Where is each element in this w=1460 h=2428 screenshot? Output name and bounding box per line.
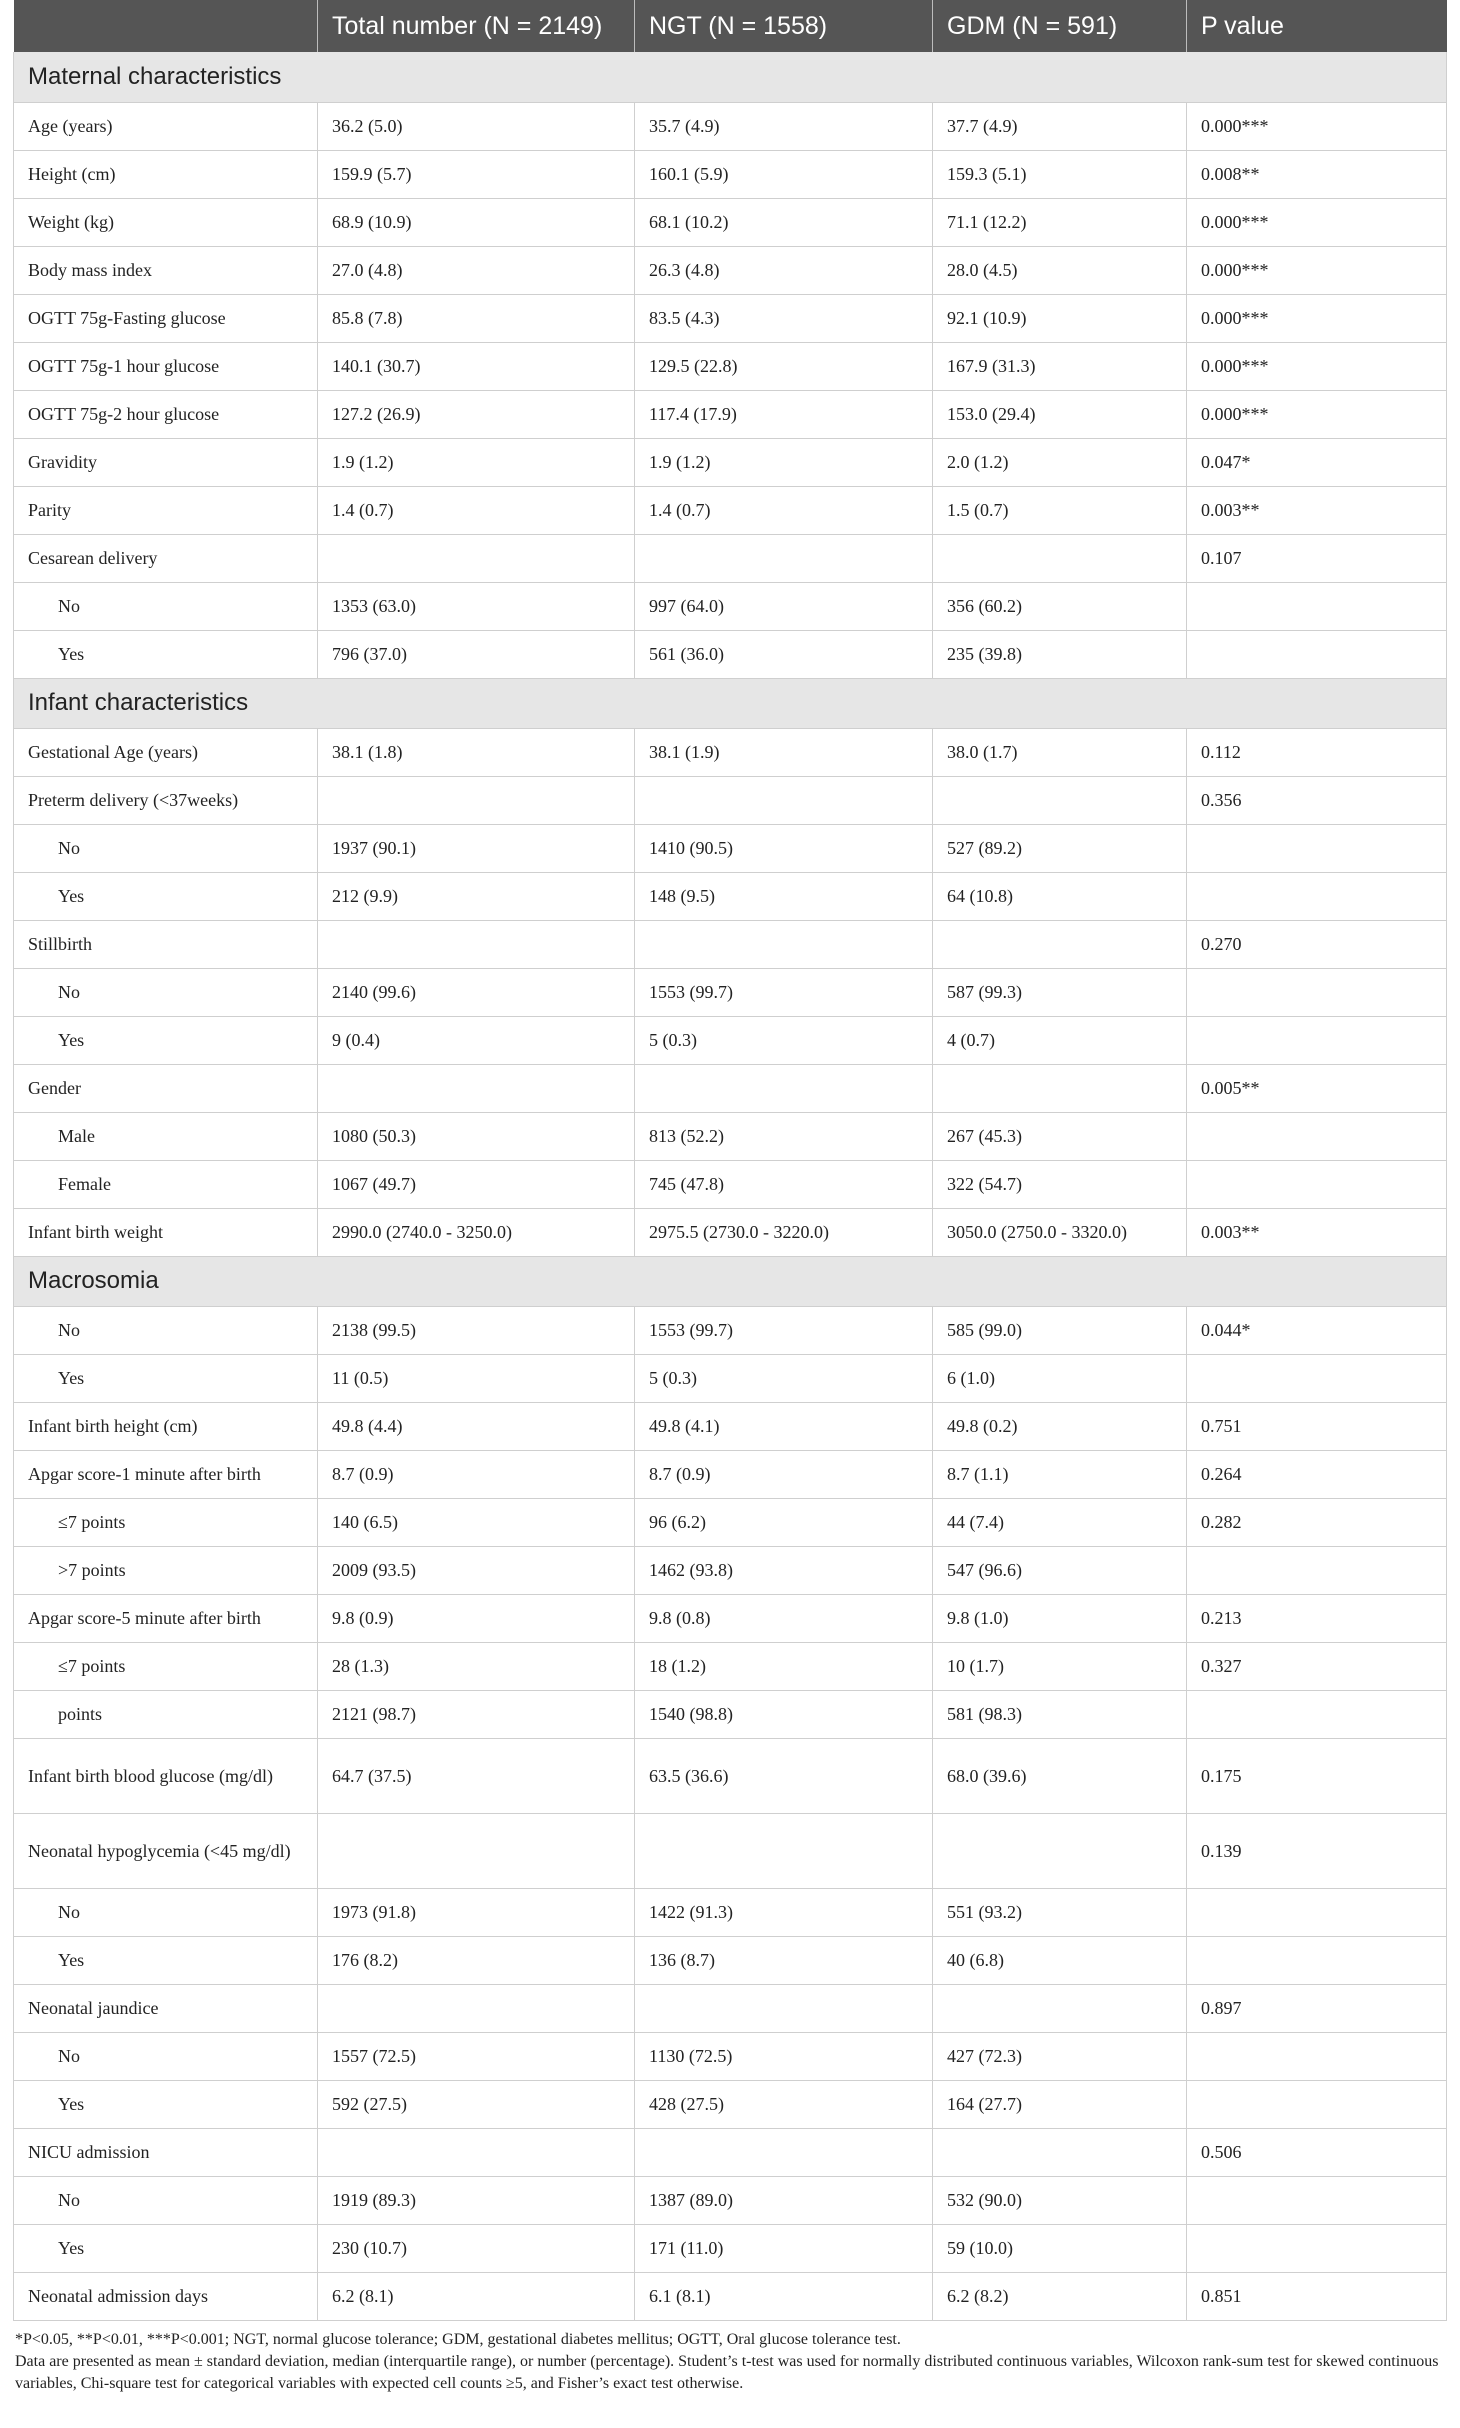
table-row [14, 872, 1447, 920]
variable-cell: Gravidity [14, 438, 318, 486]
total-cell [318, 2128, 635, 2176]
gdm-cell: 235 (39.8) [933, 630, 1187, 678]
variable-cell: Yes [14, 1936, 318, 1984]
gdm-cell: 9.8 (1.0) [933, 1594, 1187, 1642]
variable-cell: Height (cm) [14, 150, 318, 198]
gdm-cell: 356 (60.2) [933, 582, 1187, 630]
table-row [14, 2032, 1447, 2080]
gdm-cell: 322 (54.7) [933, 1160, 1187, 1208]
total-cell: 38.1 (1.8) [318, 728, 635, 776]
variable-cell: NICU admission [14, 2128, 318, 2176]
ngt-cell: 6.1 (8.1) [635, 2272, 933, 2320]
gdm-cell: 551 (93.2) [933, 1888, 1187, 1936]
p-value-cell: 0.139 [1187, 1813, 1447, 1888]
p-value-cell: 0.003** [1187, 1208, 1447, 1256]
total-cell: 159.9 (5.7) [318, 150, 635, 198]
gdm-cell: 585 (99.0) [933, 1306, 1187, 1354]
total-cell: 2990.0 (2740.0 - 3250.0) [318, 1208, 635, 1256]
ngt-cell [635, 920, 933, 968]
table-row [14, 1064, 1447, 1112]
total-cell: 1.9 (1.2) [318, 438, 635, 486]
gdm-cell: 1.5 (0.7) [933, 486, 1187, 534]
variable-cell: Stillbirth [14, 920, 318, 968]
p-value-cell: 0.044* [1187, 1306, 1447, 1354]
gdm-cell: 68.0 (39.6) [933, 1738, 1187, 1813]
variable-cell: No [14, 2032, 318, 2080]
table-row [14, 486, 1447, 534]
p-value-cell: 0.264 [1187, 1450, 1447, 1498]
variable-cell: Age (years) [14, 102, 318, 150]
ngt-cell: 83.5 (4.3) [635, 294, 933, 342]
p-value-cell [1187, 582, 1447, 630]
total-cell: 212 (9.9) [318, 872, 635, 920]
ngt-cell: 117.4 (17.9) [635, 390, 933, 438]
section-header-row [14, 52, 1447, 102]
p-value-cell [1187, 968, 1447, 1016]
p-value-cell: 0.005** [1187, 1064, 1447, 1112]
variable-cell: OGTT 75g-1 hour glucose [14, 342, 318, 390]
ngt-cell: 8.7 (0.9) [635, 1450, 933, 1498]
gdm-cell: 6 (1.0) [933, 1354, 1187, 1402]
total-cell [318, 1064, 635, 1112]
variable-cell: Weight (kg) [14, 198, 318, 246]
gdm-cell: 547 (96.6) [933, 1546, 1187, 1594]
variable-cell: Neonatal hypoglycemia (<45 mg/dl) [14, 1813, 318, 1888]
table-row [14, 150, 1447, 198]
gdm-cell: 427 (72.3) [933, 2032, 1187, 2080]
variable-cell: Body mass index [14, 246, 318, 294]
ngt-cell: 997 (64.0) [635, 582, 933, 630]
header-cell-total: Total number (N = 2149) [318, 0, 635, 52]
table-row [14, 968, 1447, 1016]
p-value-cell [1187, 2032, 1447, 2080]
variable-cell: No [14, 968, 318, 1016]
gdm-cell [933, 2128, 1187, 2176]
variable-cell: Yes [14, 872, 318, 920]
variable-cell: No [14, 2176, 318, 2224]
table-row [14, 920, 1447, 968]
ngt-cell: 1462 (93.8) [635, 1546, 933, 1594]
ngt-cell [635, 1064, 933, 1112]
gdm-cell: 40 (6.8) [933, 1936, 1187, 1984]
table-row [14, 1936, 1447, 1984]
p-value-cell: 0.000*** [1187, 198, 1447, 246]
ngt-cell: 171 (11.0) [635, 2224, 933, 2272]
table-row [14, 1813, 1447, 1888]
section-label: Infant characteristics [14, 678, 1447, 728]
total-cell: 9 (0.4) [318, 1016, 635, 1064]
variable-cell: No [14, 582, 318, 630]
table-row [14, 390, 1447, 438]
total-cell: 1973 (91.8) [318, 1888, 635, 1936]
p-value-cell: 0.282 [1187, 1498, 1447, 1546]
gdm-cell: 532 (90.0) [933, 2176, 1187, 2224]
ngt-cell: 35.7 (4.9) [635, 102, 933, 150]
table-row [14, 630, 1447, 678]
ngt-cell: 63.5 (36.6) [635, 1738, 933, 1813]
p-value-cell [1187, 1016, 1447, 1064]
table-row [14, 776, 1447, 824]
total-cell [318, 1813, 635, 1888]
table-row [14, 1306, 1447, 1354]
total-cell: 592 (27.5) [318, 2080, 635, 2128]
p-value-cell [1187, 630, 1447, 678]
gdm-cell: 10 (1.7) [933, 1642, 1187, 1690]
total-cell: 2140 (99.6) [318, 968, 635, 1016]
table-row [14, 1546, 1447, 1594]
total-cell [318, 1984, 635, 2032]
p-value-cell: 0.047* [1187, 438, 1447, 486]
total-cell: 140 (6.5) [318, 1498, 635, 1546]
ngt-cell: 2975.5 (2730.0 - 3220.0) [635, 1208, 933, 1256]
ngt-cell: 1.4 (0.7) [635, 486, 933, 534]
p-value-cell: 0.000*** [1187, 390, 1447, 438]
gdm-cell: 44 (7.4) [933, 1498, 1187, 1546]
table-row [14, 342, 1447, 390]
table-row [14, 1888, 1447, 1936]
p-value-cell: 0.000*** [1187, 102, 1447, 150]
p-value-cell: 0.270 [1187, 920, 1447, 968]
p-value-cell: 0.897 [1187, 1984, 1447, 2032]
gdm-cell: 92.1 (10.9) [933, 294, 1187, 342]
ngt-cell: 1553 (99.7) [635, 1306, 933, 1354]
p-value-cell [1187, 1936, 1447, 1984]
ngt-cell: 1387 (89.0) [635, 2176, 933, 2224]
ngt-cell [635, 1984, 933, 2032]
total-cell: 68.9 (10.9) [318, 198, 635, 246]
variable-cell: ≤7 points [14, 1498, 318, 1546]
table-row [14, 198, 1447, 246]
header-cell-ngt: NGT (N = 1558) [635, 0, 933, 52]
table-row [14, 1112, 1447, 1160]
variable-cell: No [14, 824, 318, 872]
table-row [14, 1354, 1447, 1402]
variable-cell: Cesarean delivery [14, 534, 318, 582]
total-cell: 9.8 (0.9) [318, 1594, 635, 1642]
gdm-cell [933, 920, 1187, 968]
gdm-cell: 38.0 (1.7) [933, 728, 1187, 776]
section-header-row [14, 1256, 1447, 1306]
table-row [14, 728, 1447, 776]
ngt-cell: 745 (47.8) [635, 1160, 933, 1208]
ngt-cell: 1410 (90.5) [635, 824, 933, 872]
section-label: Maternal characteristics [14, 52, 1447, 102]
characteristics-table [13, 0, 1447, 2321]
total-cell: 8.7 (0.9) [318, 1450, 635, 1498]
total-cell: 2138 (99.5) [318, 1306, 635, 1354]
ngt-cell [635, 534, 933, 582]
p-value-cell [1187, 1160, 1447, 1208]
total-cell: 2009 (93.5) [318, 1546, 635, 1594]
table-header-row [14, 0, 1447, 52]
total-cell: 176 (8.2) [318, 1936, 635, 1984]
total-cell: 2121 (98.7) [318, 1690, 635, 1738]
ngt-cell: 96 (6.2) [635, 1498, 933, 1546]
table-row [14, 1450, 1447, 1498]
gdm-cell: 167.9 (31.3) [933, 342, 1187, 390]
variable-cell: Apgar score-1 minute after birth [14, 1450, 318, 1498]
variable-cell: points [14, 1690, 318, 1738]
p-value-cell [1187, 2224, 1447, 2272]
table-row [14, 1642, 1447, 1690]
p-value-cell: 0.003** [1187, 486, 1447, 534]
variable-cell: Yes [14, 2080, 318, 2128]
gdm-cell: 71.1 (12.2) [933, 198, 1187, 246]
p-value-cell: 0.107 [1187, 534, 1447, 582]
variable-cell: Infant birth height (cm) [14, 1402, 318, 1450]
p-value-cell [1187, 1354, 1447, 1402]
p-value-cell [1187, 1690, 1447, 1738]
gdm-cell [933, 1064, 1187, 1112]
table-row [14, 1594, 1447, 1642]
variable-cell: >7 points [14, 1546, 318, 1594]
variable-cell: Gestational Age (years) [14, 728, 318, 776]
total-cell: 64.7 (37.5) [318, 1738, 635, 1813]
total-cell: 49.8 (4.4) [318, 1402, 635, 1450]
ngt-cell [635, 776, 933, 824]
ngt-cell: 26.3 (4.8) [635, 246, 933, 294]
table-row [14, 534, 1447, 582]
ngt-cell [635, 2128, 933, 2176]
total-cell: 11 (0.5) [318, 1354, 635, 1402]
ngt-cell: 813 (52.2) [635, 1112, 933, 1160]
table-row [14, 2176, 1447, 2224]
table-row [14, 1016, 1447, 1064]
table-row [14, 1984, 1447, 2032]
ngt-cell: 49.8 (4.1) [635, 1402, 933, 1450]
table-row [14, 294, 1447, 342]
table-footnotes [13, 2329, 1446, 2395]
total-cell: 140.1 (30.7) [318, 342, 635, 390]
gdm-cell: 267 (45.3) [933, 1112, 1187, 1160]
variable-cell: Female [14, 1160, 318, 1208]
footnote-abbreviations: *P<0.05, **P<0.01, ***P<0.001; NGT, normal glucose tolerance; GDM, gestational diabetes mellitus; OGTT, Oral glucose tolerance test. [15, 2330, 901, 2348]
table-row [14, 1498, 1447, 1546]
gdm-cell [933, 1984, 1187, 2032]
variable-cell: Gender [14, 1064, 318, 1112]
total-cell: 1.4 (0.7) [318, 486, 635, 534]
gdm-cell: 581 (98.3) [933, 1690, 1187, 1738]
total-cell: 1067 (49.7) [318, 1160, 635, 1208]
section-header-row [14, 678, 1447, 728]
table-row [14, 824, 1447, 872]
table-row [14, 1208, 1447, 1256]
table-row [14, 2224, 1447, 2272]
table-row [14, 1738, 1447, 1813]
ngt-cell: 18 (1.2) [635, 1642, 933, 1690]
gdm-cell: 164 (27.7) [933, 2080, 1187, 2128]
ngt-cell: 148 (9.5) [635, 872, 933, 920]
section-label: Macrosomia [14, 1256, 1447, 1306]
table-row [14, 102, 1447, 150]
gdm-cell: 159.3 (5.1) [933, 150, 1187, 198]
p-value-cell: 0.000*** [1187, 246, 1447, 294]
gdm-cell: 527 (89.2) [933, 824, 1187, 872]
ngt-cell: 1540 (98.8) [635, 1690, 933, 1738]
table-row [14, 1160, 1447, 1208]
ngt-cell: 160.1 (5.9) [635, 150, 933, 198]
variable-cell: ≤7 points [14, 1642, 318, 1690]
total-cell [318, 920, 635, 968]
gdm-cell: 28.0 (4.5) [933, 246, 1187, 294]
header-cell-p-value: P value [1187, 0, 1447, 52]
p-value-cell: 0.356 [1187, 776, 1447, 824]
variable-cell: OGTT 75g-Fasting glucose [14, 294, 318, 342]
total-cell: 1937 (90.1) [318, 824, 635, 872]
variable-cell: Preterm delivery (<37weeks) [14, 776, 318, 824]
ngt-cell: 129.5 (22.8) [635, 342, 933, 390]
ngt-cell: 1553 (99.7) [635, 968, 933, 1016]
total-cell: 1353 (63.0) [318, 582, 635, 630]
gdm-cell: 153.0 (29.4) [933, 390, 1187, 438]
table-row [14, 2080, 1447, 2128]
variable-cell: Infant birth weight [14, 1208, 318, 1256]
gdm-cell: 8.7 (1.1) [933, 1450, 1187, 1498]
p-value-cell: 0.327 [1187, 1642, 1447, 1690]
variable-cell: No [14, 1306, 318, 1354]
total-cell: 127.2 (26.9) [318, 390, 635, 438]
p-value-cell [1187, 1112, 1447, 1160]
variable-cell: Yes [14, 630, 318, 678]
p-value-cell: 0.213 [1187, 1594, 1447, 1642]
total-cell: 28 (1.3) [318, 1642, 635, 1690]
gdm-cell: 49.8 (0.2) [933, 1402, 1187, 1450]
ngt-cell: 5 (0.3) [635, 1354, 933, 1402]
variable-cell: Yes [14, 2224, 318, 2272]
p-value-cell: 0.751 [1187, 1402, 1447, 1450]
gdm-cell: 4 (0.7) [933, 1016, 1187, 1064]
p-value-cell: 0.175 [1187, 1738, 1447, 1813]
footnote-methods: Data are presented as mean ± standard deviation, median (interquartile range), or number (percentage). Student’s t-test was used for normally distributed continuous variables, Wilcoxon rank-sum test for skewed continuous variables, Chi-square test for categorical variables with expected cell counts ≥5, and Fisher’s exact test otherwise. [15, 2352, 1439, 2392]
ngt-cell [635, 1813, 933, 1888]
variable-cell: Yes [14, 1016, 318, 1064]
table-row [14, 1402, 1447, 1450]
p-value-cell [1187, 1546, 1447, 1594]
total-cell: 85.8 (7.8) [318, 294, 635, 342]
gdm-cell: 587 (99.3) [933, 968, 1187, 1016]
p-value-cell: 0.112 [1187, 728, 1447, 776]
gdm-cell: 3050.0 (2750.0 - 3320.0) [933, 1208, 1187, 1256]
variable-cell: No [14, 1888, 318, 1936]
table-row [14, 438, 1447, 486]
gdm-cell: 2.0 (1.2) [933, 438, 1187, 486]
variable-cell: Parity [14, 486, 318, 534]
ngt-cell: 38.1 (1.9) [635, 728, 933, 776]
ngt-cell: 1422 (91.3) [635, 1888, 933, 1936]
header-cell-variable [14, 0, 318, 52]
total-cell: 1919 (89.3) [318, 2176, 635, 2224]
total-cell [318, 776, 635, 824]
total-cell: 1080 (50.3) [318, 1112, 635, 1160]
p-value-cell: 0.506 [1187, 2128, 1447, 2176]
total-cell: 796 (37.0) [318, 630, 635, 678]
total-cell [318, 534, 635, 582]
total-cell: 230 (10.7) [318, 2224, 635, 2272]
p-value-cell [1187, 2080, 1447, 2128]
total-cell: 27.0 (4.8) [318, 246, 635, 294]
variable-cell: Neonatal admission days [14, 2272, 318, 2320]
ngt-cell: 136 (8.7) [635, 1936, 933, 1984]
p-value-cell: 0.000*** [1187, 294, 1447, 342]
variable-cell: Neonatal jaundice [14, 1984, 318, 2032]
gdm-cell: 59 (10.0) [933, 2224, 1187, 2272]
table-row [14, 246, 1447, 294]
p-value-cell: 0.851 [1187, 2272, 1447, 2320]
ngt-cell: 1.9 (1.2) [635, 438, 933, 486]
header-cell-gdm: GDM (N = 591) [933, 0, 1187, 52]
p-value-cell [1187, 824, 1447, 872]
ngt-cell: 9.8 (0.8) [635, 1594, 933, 1642]
p-value-cell [1187, 872, 1447, 920]
table-row [14, 582, 1447, 630]
ngt-cell: 5 (0.3) [635, 1016, 933, 1064]
p-value-cell [1187, 1888, 1447, 1936]
gdm-cell [933, 1813, 1187, 1888]
variable-cell: Apgar score-5 minute after birth [14, 1594, 318, 1642]
total-cell: 1557 (72.5) [318, 2032, 635, 2080]
p-value-cell: 0.000*** [1187, 342, 1447, 390]
gdm-cell [933, 534, 1187, 582]
p-value-cell [1187, 2176, 1447, 2224]
ngt-cell: 1130 (72.5) [635, 2032, 933, 2080]
gdm-cell: 64 (10.8) [933, 872, 1187, 920]
variable-cell: Yes [14, 1354, 318, 1402]
table-row [14, 2272, 1447, 2320]
ngt-cell: 68.1 (10.2) [635, 198, 933, 246]
gdm-cell: 37.7 (4.9) [933, 102, 1187, 150]
variable-cell: Male [14, 1112, 318, 1160]
ngt-cell: 561 (36.0) [635, 630, 933, 678]
table-row [14, 2128, 1447, 2176]
gdm-cell: 6.2 (8.2) [933, 2272, 1187, 2320]
total-cell: 36.2 (5.0) [318, 102, 635, 150]
p-value-cell: 0.008** [1187, 150, 1447, 198]
gdm-cell [933, 776, 1187, 824]
ngt-cell: 428 (27.5) [635, 2080, 933, 2128]
total-cell: 6.2 (8.1) [318, 2272, 635, 2320]
table-row [14, 1690, 1447, 1738]
variable-cell: Infant birth blood glucose (mg/dl) [14, 1738, 318, 1813]
table-body [14, 52, 1447, 2320]
variable-cell: OGTT 75g-2 hour glucose [14, 390, 318, 438]
